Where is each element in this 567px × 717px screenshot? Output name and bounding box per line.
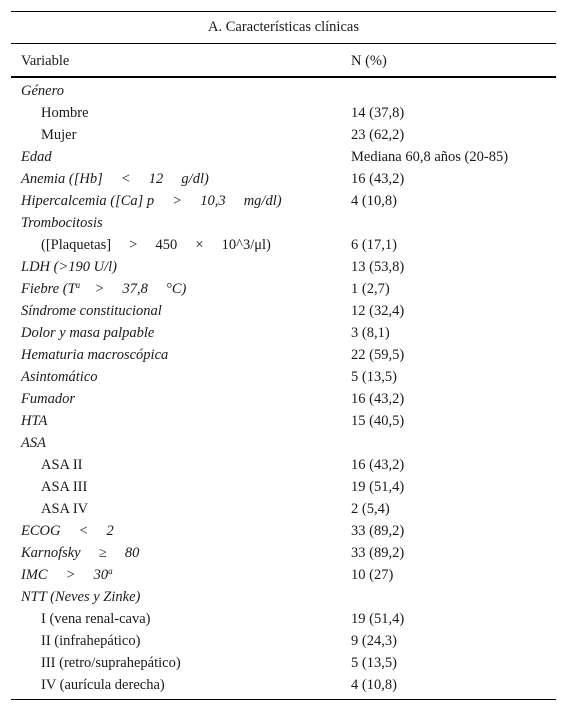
row-value: 22 (59,5)	[351, 347, 405, 363]
row-value: 4 (10,8)	[351, 193, 397, 209]
row-label-text: I (vena renal-cava)	[41, 611, 151, 627]
row-value: 19 (51,4)	[351, 479, 405, 495]
row-label-text: HTA	[21, 413, 48, 429]
row-label-text: Anemia ([Hb] < 12 g/dl)	[21, 171, 209, 187]
row-label-text: NTT (Neves y Zinke)	[21, 589, 141, 605]
row-label-text: LDH (>190 U/l)	[21, 259, 117, 275]
table-row	[11, 212, 556, 234]
row-label	[41, 124, 76, 146]
row-label-text: Hipercalcemia ([Ca] p > 10,3 mg/dl)	[21, 193, 282, 209]
table-row	[11, 630, 556, 652]
row-label	[21, 564, 113, 586]
table-row	[11, 168, 556, 190]
table-row	[11, 410, 556, 432]
row-label-text: IV (aurícula derecha)	[41, 677, 165, 693]
row-value: 23 (62,2)	[351, 127, 405, 143]
row-label-text: ASA II	[41, 457, 83, 473]
table-row	[11, 498, 556, 520]
row-label-text: Trombocitosis	[21, 215, 103, 231]
row-label-text: ECOG < 2	[21, 523, 114, 539]
row-label	[41, 674, 165, 696]
row-label-text: ASA IV	[41, 501, 89, 517]
row-label-text: Dolor y masa palpable	[21, 325, 155, 341]
table-row	[11, 190, 556, 212]
row-label	[21, 322, 154, 344]
row-value: 6 (17,1)	[351, 237, 397, 253]
row-value: 4 (10,8)	[351, 677, 397, 693]
row-label	[41, 630, 140, 652]
row-label	[41, 454, 83, 476]
row-label	[21, 168, 209, 190]
table-row	[11, 344, 556, 366]
table-row	[11, 124, 556, 146]
row-label-text: Hombre	[41, 105, 89, 121]
row-value: 16 (43,2)	[351, 171, 405, 187]
row-value: 16 (43,2)	[351, 391, 405, 407]
table-row	[11, 586, 556, 608]
row-label	[41, 102, 89, 124]
row-label-text-after: > 37,8 °C)	[80, 281, 187, 297]
row-label-text: III (retro/suprahepático)	[41, 655, 181, 671]
row-label	[21, 80, 64, 102]
row-label-text: Mujer	[41, 127, 77, 143]
table-row	[11, 564, 556, 586]
row-label-text: Asintomático	[21, 369, 98, 385]
table-title: A. Características clínicas	[11, 11, 556, 44]
row-label-text: IMC > 30	[21, 567, 109, 583]
table-row	[11, 674, 556, 696]
header-n-pct: N (%)	[351, 53, 387, 69]
row-label	[21, 190, 282, 212]
clinical-table	[11, 11, 556, 700]
row-label	[41, 234, 271, 256]
row-label	[21, 542, 139, 564]
row-value: 14 (37,8)	[351, 105, 405, 121]
header-variable: Variable	[21, 53, 70, 69]
row-value: 33 (89,2)	[351, 523, 405, 539]
row-label-superscript: a	[108, 566, 113, 576]
table-row	[11, 278, 556, 300]
row-label	[21, 256, 117, 278]
row-label-text: Síndrome constitucional	[21, 303, 162, 319]
row-label	[21, 432, 46, 454]
row-label-text: Karnofsky ≥ 80	[21, 545, 140, 561]
table-row	[11, 256, 556, 278]
row-value: 10 (27)	[351, 567, 394, 583]
row-value: 2 (5,4)	[351, 501, 390, 517]
table-row	[11, 542, 556, 564]
table-row	[11, 102, 556, 124]
row-value: 9 (24,3)	[351, 633, 397, 649]
row-value: 1 (2,7)	[351, 281, 390, 297]
row-label	[21, 300, 162, 322]
row-label	[21, 344, 168, 366]
table-row	[11, 432, 556, 454]
row-label	[21, 388, 75, 410]
row-value: 5 (13,5)	[351, 655, 397, 671]
table-row	[11, 454, 556, 476]
row-value: 33 (89,2)	[351, 545, 405, 561]
row-label	[21, 146, 52, 168]
table-row	[11, 476, 556, 498]
row-label	[21, 366, 98, 388]
row-value: 13 (53,8)	[351, 259, 405, 275]
table-row	[11, 80, 556, 102]
row-label	[41, 498, 88, 520]
row-label	[21, 212, 103, 234]
row-label	[41, 652, 181, 674]
table-row	[11, 608, 556, 630]
row-label-text: Edad	[21, 149, 52, 165]
row-label-text: ASA	[21, 435, 46, 451]
table-row	[11, 366, 556, 388]
row-label	[21, 520, 114, 542]
table-row	[11, 520, 556, 542]
table-row	[11, 234, 556, 256]
row-label-text: II (infrahepático)	[41, 633, 141, 649]
row-label	[41, 608, 150, 630]
row-value: 15 (40,5)	[351, 413, 405, 429]
row-label	[21, 410, 47, 432]
row-label-text: ASA III	[41, 479, 88, 495]
row-label	[21, 586, 140, 608]
row-label-text: ([Plaquetas] > 450 × 10^3/μl)	[41, 237, 271, 253]
row-label	[41, 476, 87, 498]
row-label-text: Hematuria macroscópica	[21, 347, 169, 363]
table-row	[11, 300, 556, 322]
table-body	[11, 78, 556, 700]
row-value: 16 (43,2)	[351, 457, 405, 473]
table-row	[11, 652, 556, 674]
table-row	[11, 388, 556, 410]
row-value: Mediana 60,8 años (20-85)	[351, 149, 509, 165]
row-label-superscript: a	[75, 280, 81, 290]
row-label-text: Fiebre (T	[21, 281, 76, 297]
row-label-text: Fumador	[21, 391, 75, 407]
table-row	[11, 322, 556, 344]
row-value: 3 (8,1)	[351, 325, 390, 341]
table-row	[11, 146, 556, 168]
table-header	[11, 46, 556, 78]
row-value: 5 (13,5)	[351, 369, 397, 385]
row-value: 12 (32,4)	[351, 303, 405, 319]
row-label-text: Género	[21, 83, 64, 99]
row-label	[21, 278, 186, 300]
row-value: 19 (51,4)	[351, 611, 405, 627]
